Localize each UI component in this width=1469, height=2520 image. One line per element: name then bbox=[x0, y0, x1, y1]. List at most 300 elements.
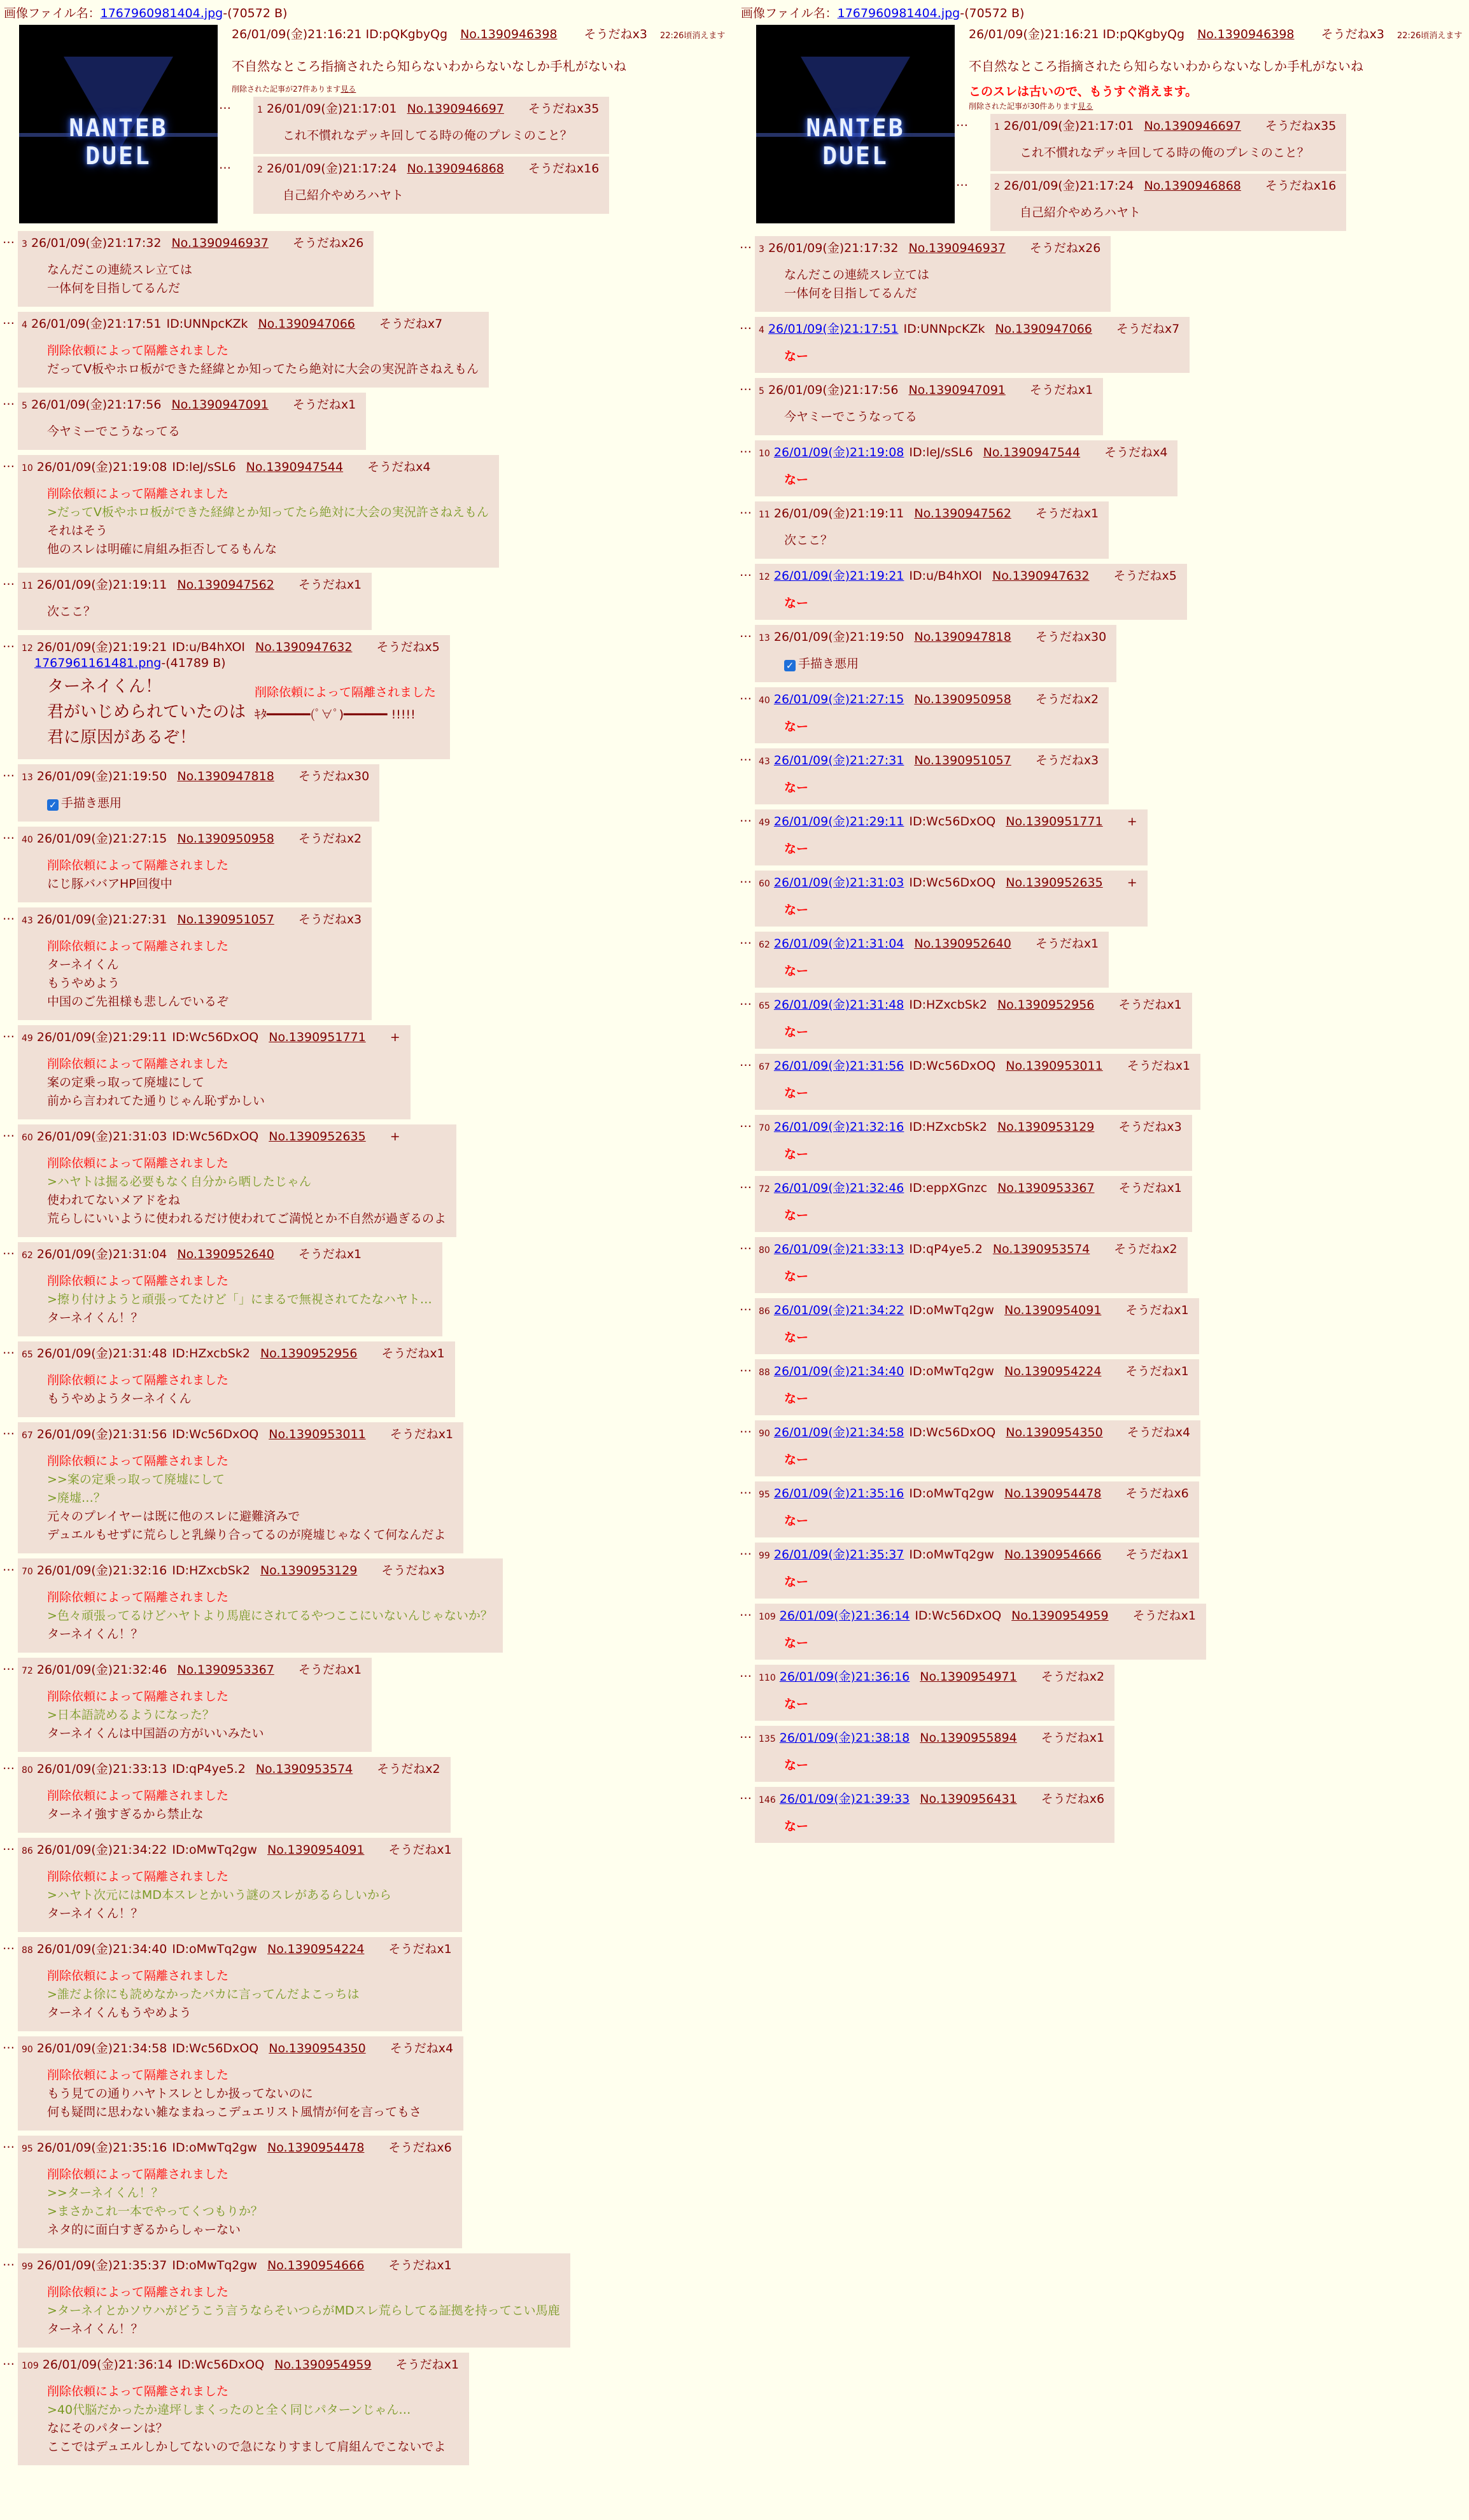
reply-number[interactable]: No.1390954478 bbox=[1004, 1487, 1102, 1501]
reply-number[interactable]: No.1390952635 bbox=[269, 1130, 366, 1144]
soudane-button[interactable]: そうだねx1 bbox=[388, 1942, 452, 1956]
soudane-button[interactable]: + bbox=[390, 1030, 400, 1044]
soudane-button[interactable]: そうだねx5 bbox=[1113, 569, 1177, 583]
reply-image-link[interactable]: 1767961161481.png bbox=[34, 656, 162, 670]
reply-menu-icon[interactable]: … bbox=[219, 158, 231, 172]
soudane-button[interactable]: そうだねx26 bbox=[1029, 241, 1101, 255]
soudane-button[interactable]: そうだねx1 bbox=[390, 1427, 454, 1441]
reply-number[interactable]: No.1390954666 bbox=[267, 2258, 365, 2272]
reply-menu-icon[interactable]: … bbox=[740, 1544, 752, 1558]
reply-number[interactable]: No.1390954224 bbox=[267, 1942, 365, 1956]
reply-number[interactable]: No.1390946697 bbox=[407, 102, 504, 116]
deleted-notice: 削除依頼によって隔離されました bbox=[47, 2068, 229, 2082]
soudane-button[interactable]: そうだねx4 bbox=[390, 2041, 454, 2055]
reply-menu-icon[interactable]: … bbox=[956, 115, 968, 129]
reply-number[interactable]: No.1390955894 bbox=[920, 1731, 1017, 1745]
reply-date[interactable]: 26/01/09(金)21:35:37 bbox=[773, 1548, 904, 1562]
reply-menu-icon[interactable]: … bbox=[3, 2255, 15, 2269]
reply-menu-icon[interactable]: … bbox=[3, 1343, 15, 1357]
quote-line: >だってV板やホロ板ができた経緯とか知ってたら絶対に大会の実況許さねえもん bbox=[47, 505, 489, 519]
reply-number[interactable]: No.1390954091 bbox=[267, 1843, 365, 1857]
reply-number[interactable]: No.1390953129 bbox=[260, 1564, 358, 1578]
reply-date: 26/01/09(金)21:19:11 bbox=[36, 578, 167, 592]
soudane-button[interactable]: そうだねx1 bbox=[1125, 1303, 1189, 1317]
soudane-button[interactable]: そうだねx1 bbox=[1041, 1731, 1105, 1745]
reply-date[interactable]: 26/01/09(金)21:29:11 bbox=[773, 815, 904, 829]
reply-menu-icon[interactable]: … bbox=[3, 1126, 15, 1140]
reply-header bbox=[759, 381, 1093, 398]
soudane-button[interactable]: そうだねx2 bbox=[298, 832, 362, 846]
reply-number[interactable]: No.1390953129 bbox=[997, 1120, 1095, 1134]
deleted-notice: 削除依頼によって隔離されました bbox=[47, 2167, 229, 2181]
op-soudane[interactable]: そうだねx3 bbox=[1321, 27, 1384, 41]
reply-number[interactable]: No.1390947632 bbox=[255, 640, 353, 654]
reply-menu-icon[interactable]: … bbox=[3, 766, 15, 780]
deleted-notice: 削除依頼によって隔離されました bbox=[47, 344, 229, 358]
reply-index: 99 bbox=[759, 1551, 770, 1561]
soudane-button[interactable]: そうだねx1 bbox=[388, 1843, 452, 1857]
soudane-button[interactable]: そうだねx1 bbox=[395, 2358, 459, 2372]
op-id: ID:pQKgbyQg bbox=[1102, 27, 1185, 41]
na-text: なー bbox=[784, 903, 809, 917]
reply-body bbox=[47, 1688, 362, 1743]
soudane-button[interactable]: そうだねx3 bbox=[381, 1564, 445, 1578]
deleted-notice: 削除依頼によって隔離されました bbox=[47, 858, 229, 872]
reply-post bbox=[18, 1124, 456, 1237]
reply-date: 26/01/09(金)21:31:48 bbox=[36, 1347, 167, 1361]
reply-date[interactable]: 26/01/09(金)21:32:16 bbox=[773, 1120, 904, 1134]
embedded-image-line: 君がいじめられていたのは bbox=[47, 703, 246, 722]
reply-menu-icon[interactable]: … bbox=[740, 1238, 752, 1252]
soudane-button[interactable]: そうだねx1 bbox=[292, 398, 356, 412]
soudane-button[interactable]: そうだねx1 bbox=[1029, 383, 1093, 397]
reply-body bbox=[47, 2383, 459, 2456]
soudane-button[interactable]: そうだねx1 bbox=[1035, 937, 1099, 951]
reply-body bbox=[47, 1868, 452, 1923]
reply-header bbox=[22, 1028, 400, 1045]
reply-date: 26/01/09(金)21:17:56 bbox=[768, 383, 899, 397]
reply-menu-icon[interactable]: … bbox=[740, 872, 752, 886]
reply-menu-icon[interactable]: … bbox=[740, 626, 752, 640]
reply-date: 26/01/09(金)21:17:32 bbox=[31, 236, 162, 250]
reply-index: 109 bbox=[759, 1612, 776, 1622]
soudane-button[interactable]: そうだねx7 bbox=[379, 317, 443, 331]
reply-row bbox=[737, 236, 1469, 312]
reply-menu-icon[interactable]: … bbox=[740, 1727, 752, 1741]
reply-date[interactable]: 26/01/09(金)21:36:14 bbox=[779, 1609, 910, 1623]
soudane-button[interactable]: そうだねx3 bbox=[298, 913, 362, 927]
reply-date[interactable]: 26/01/09(金)21:27:31 bbox=[773, 753, 904, 767]
reply-number[interactable]: No.1390953574 bbox=[255, 1762, 353, 1776]
reply-menu-icon[interactable]: … bbox=[740, 442, 752, 456]
reply-date: 26/01/09(金)21:17:24 bbox=[1003, 179, 1134, 193]
reply-header bbox=[759, 1423, 1190, 1440]
soudane-button[interactable]: そうだねx2 bbox=[377, 1762, 440, 1776]
soudane-button[interactable]: そうだねx2 bbox=[1041, 1670, 1105, 1684]
reply-number[interactable]: No.1390947562 bbox=[914, 507, 1011, 521]
soudane-button[interactable]: そうだねx4 bbox=[1127, 1425, 1191, 1439]
reply-number[interactable]: No.1390951057 bbox=[177, 913, 274, 927]
soudane-button[interactable]: そうだねx1 bbox=[298, 1247, 362, 1261]
file-info bbox=[4, 4, 732, 21]
reply-number[interactable]: No.1390946868 bbox=[1144, 179, 1241, 193]
soudane-button[interactable]: そうだねx30 bbox=[298, 769, 370, 783]
reply-id: ID:Wc56DxOQ bbox=[909, 876, 996, 890]
soudane-button[interactable]: そうだねx7 bbox=[1116, 322, 1180, 336]
reply-date: 26/01/09(金)21:19:50 bbox=[36, 769, 167, 783]
reply-menu-icon[interactable]: … bbox=[740, 503, 752, 517]
reply-number[interactable]: No.1390950958 bbox=[177, 832, 274, 846]
reply-number[interactable]: No.1390947544 bbox=[983, 445, 1081, 459]
reply-line: 自己紹介やめろハヤト bbox=[283, 188, 404, 202]
reply-number[interactable]: No.1390954350 bbox=[269, 2041, 366, 2055]
reply-header bbox=[759, 1056, 1190, 1074]
reply-id: ID:Wc56DxOQ bbox=[915, 1609, 1002, 1623]
reply-row bbox=[737, 625, 1469, 682]
reply-header bbox=[22, 1660, 362, 1677]
reply-index: 11 bbox=[22, 581, 33, 591]
file-link[interactable]: 1767960981404.jpg bbox=[837, 6, 960, 20]
soudane-button[interactable]: そうだねx1 bbox=[1125, 1548, 1189, 1562]
reply-number[interactable]: No.1390952640 bbox=[914, 937, 1011, 951]
reply-number[interactable]: No.1390953367 bbox=[997, 1181, 1095, 1195]
reply-header bbox=[759, 443, 1167, 460]
reply-menu-icon[interactable]: … bbox=[740, 689, 752, 703]
reply-number[interactable]: No.1390951771 bbox=[1006, 815, 1103, 829]
reply-line: 他のスレは明確に肩組み拒否してるもんな bbox=[47, 542, 278, 556]
reply-menu-icon[interactable]: … bbox=[740, 1483, 752, 1497]
reply-number[interactable]: No.1390952635 bbox=[1006, 876, 1103, 890]
na-text: なー bbox=[784, 720, 809, 734]
reply-id: ID:HZxcbSk2 bbox=[909, 998, 987, 1012]
op-soudane[interactable]: そうだねx3 bbox=[584, 27, 647, 41]
soudane-button[interactable]: そうだねx1 bbox=[1118, 998, 1182, 1012]
reply-number[interactable]: No.1390947818 bbox=[914, 630, 1011, 644]
deleted-notice: 削除依頼によって隔離されました bbox=[47, 1789, 229, 1803]
soudane-button[interactable]: そうだねx35 bbox=[528, 102, 600, 116]
soudane-button[interactable]: そうだねx3 bbox=[1118, 1120, 1182, 1134]
reply-date[interactable]: 26/01/09(金)21:39:33 bbox=[779, 1792, 910, 1806]
deleted-notice: 削除依頼によって隔離されました bbox=[47, 1156, 229, 1170]
soudane-button[interactable]: そうだねx1 bbox=[1035, 507, 1099, 521]
reply-number[interactable]: No.1390954971 bbox=[920, 1670, 1017, 1684]
reply-number[interactable]: No.1390953367 bbox=[177, 1663, 274, 1677]
reply-date[interactable]: 26/01/09(金)21:38:18 bbox=[779, 1731, 910, 1745]
soudane-button[interactable]: そうだねx3 bbox=[1035, 753, 1099, 767]
reply-post bbox=[755, 1604, 1206, 1660]
reply-menu-icon[interactable]: … bbox=[3, 394, 15, 408]
reply-menu-icon[interactable]: … bbox=[740, 750, 752, 764]
reply-number[interactable]: No.1390952640 bbox=[177, 1247, 274, 1261]
reply-list-right bbox=[737, 114, 1469, 1843]
reply-number[interactable]: No.1390951771 bbox=[269, 1030, 366, 1044]
reply-post bbox=[18, 455, 499, 568]
reply-post bbox=[755, 1787, 1114, 1843]
reply-line: なんだこの連続スレ立ては bbox=[47, 263, 193, 277]
op-number[interactable]: No.1390946398 bbox=[460, 27, 558, 41]
reply-number[interactable]: No.1390953011 bbox=[1006, 1059, 1103, 1073]
reply-post bbox=[18, 1242, 442, 1336]
soudane-button[interactable]: + bbox=[390, 1130, 400, 1144]
soudane-button[interactable]: そうだねx2 bbox=[1035, 692, 1099, 706]
reply-menu-icon[interactable]: … bbox=[3, 1758, 15, 1772]
reply-date: 26/01/09(金)21:31:56 bbox=[36, 1427, 167, 1441]
reply-body bbox=[47, 1272, 432, 1327]
reply-index: 3 bbox=[759, 244, 764, 255]
reply-date[interactable]: 26/01/09(金)21:17:51 bbox=[768, 322, 899, 336]
reply-menu-icon[interactable]: … bbox=[740, 1361, 752, 1375]
reply-row bbox=[0, 764, 732, 822]
reply-number[interactable]: No.1390946697 bbox=[1144, 119, 1241, 133]
reply-line: 次ここ？ bbox=[784, 533, 833, 547]
reply-number[interactable]: No.1390954666 bbox=[1004, 1548, 1102, 1562]
soudane-button[interactable]: そうだねx2 bbox=[1114, 1242, 1177, 1256]
soudane-button[interactable]: + bbox=[1127, 876, 1137, 890]
soudane-button[interactable]: そうだねx16 bbox=[1265, 179, 1337, 193]
soudane-button[interactable]: そうだねx6 bbox=[388, 2141, 452, 2155]
soudane-button[interactable]: そうだねx1 bbox=[298, 1663, 362, 1677]
reply-menu-icon[interactable]: … bbox=[740, 237, 752, 251]
old-thread-warning: このスレは古いので、もうすぐ消えます。 bbox=[969, 85, 1198, 99]
reply-menu-icon[interactable]: … bbox=[740, 811, 752, 825]
soudane-button[interactable]: そうだねx1 bbox=[1127, 1059, 1191, 1073]
soudane-button[interactable]: そうだねx16 bbox=[528, 162, 600, 176]
reply-line: ターネイくん！？ bbox=[47, 1907, 143, 1921]
op-text: 不自然なところ指摘されたら知らないわからないなしか手札がないね bbox=[969, 59, 1363, 74]
reply-menu-icon[interactable]: … bbox=[3, 313, 15, 327]
soudane-button[interactable]: そうだねx35 bbox=[1265, 119, 1337, 133]
soudane-button[interactable]: そうだねx1 bbox=[298, 578, 362, 592]
soudane-button[interactable]: そうだねx4 bbox=[367, 460, 431, 474]
reply-number[interactable]: No.1390952956 bbox=[260, 1347, 358, 1361]
reply-index: 72 bbox=[22, 1666, 33, 1676]
reply-header bbox=[759, 1667, 1104, 1684]
reply-menu-icon[interactable]: … bbox=[3, 636, 15, 650]
na-text: なー bbox=[784, 1208, 809, 1222]
reply-date[interactable]: 26/01/09(金)21:27:15 bbox=[773, 692, 904, 706]
reply-menu-icon[interactable]: … bbox=[3, 909, 15, 923]
reply-menu-icon[interactable]: … bbox=[740, 1299, 752, 1313]
soudane-button[interactable]: そうだねx1 bbox=[1118, 1181, 1182, 1195]
reply-row bbox=[0, 1838, 732, 1932]
reply-line: もうやめようターネイくん bbox=[47, 1392, 192, 1406]
reply-date[interactable]: 26/01/09(金)21:19:08 bbox=[773, 445, 904, 459]
reply-index: 12 bbox=[759, 572, 770, 582]
reply-date[interactable]: 26/01/09(金)21:19:21 bbox=[773, 569, 904, 583]
reply-number[interactable]: No.1390951057 bbox=[914, 753, 1011, 767]
reply-date[interactable]: 26/01/09(金)21:36:16 bbox=[779, 1670, 910, 1684]
reply-date[interactable]: 26/01/09(金)21:32:46 bbox=[773, 1181, 904, 1195]
reply-date[interactable]: 26/01/09(金)21:34:22 bbox=[773, 1303, 904, 1317]
reply-menu-icon[interactable]: … bbox=[3, 1560, 15, 1574]
reply-menu-icon[interactable]: … bbox=[3, 2354, 15, 2368]
reply-body bbox=[47, 1588, 493, 1644]
reply-number[interactable]: No.1390956431 bbox=[920, 1792, 1017, 1806]
reply-menu-icon[interactable]: … bbox=[740, 318, 752, 332]
na-text: なー bbox=[784, 1453, 809, 1467]
soudane-button[interactable]: そうだねx1 bbox=[381, 1347, 445, 1361]
na-text: なー bbox=[784, 473, 809, 487]
deleted-notice: 削除依頼によって隔離されました bbox=[47, 2384, 229, 2398]
quote-line: >40代脳だかったか違坪しまくったのと全く同じパターンじゃん… bbox=[47, 2403, 411, 2417]
reply-number[interactable]: No.1390954959 bbox=[1011, 1609, 1109, 1623]
reply-image-embed[interactable] bbox=[47, 674, 440, 750]
reply-menu-icon[interactable]: … bbox=[740, 1605, 752, 1619]
reply-post bbox=[18, 2253, 570, 2348]
quote-line: >日本語読めるようになった？ bbox=[47, 1708, 214, 1722]
reply-number[interactable]: No.1390947544 bbox=[246, 460, 344, 474]
reply-header bbox=[22, 767, 369, 784]
reply-number[interactable]: No.1390946868 bbox=[407, 162, 504, 176]
reply-body bbox=[784, 655, 1106, 673]
soudane-button[interactable]: そうだねx5 bbox=[376, 640, 440, 654]
soudane-button[interactable]: そうだねx1 bbox=[1132, 1609, 1196, 1623]
reply-menu-icon[interactable]: … bbox=[3, 1938, 15, 1952]
reply-menu-icon[interactable]: … bbox=[740, 933, 752, 947]
reply-date: 26/01/09(金)21:32:16 bbox=[36, 1564, 167, 1578]
reply-number[interactable]: No.1390953574 bbox=[992, 1242, 1090, 1256]
reply-line: デュエルもせずに荒らしと乳繰り合ってるのが廃墟じゃなくて何なんだよ bbox=[47, 1528, 446, 1542]
reply-date[interactable]: 26/01/09(金)21:34:40 bbox=[773, 1364, 904, 1378]
reply-number[interactable]: No.1390952956 bbox=[997, 998, 1095, 1012]
reply-number[interactable]: No.1390946937 bbox=[908, 241, 1006, 255]
reply-line: なんだこの連続スレ立ては bbox=[784, 268, 930, 282]
reply-number[interactable]: No.1390947066 bbox=[995, 322, 1092, 336]
reply-date[interactable]: 26/01/09(金)21:31:04 bbox=[773, 937, 904, 951]
reply-number[interactable]: No.1390947091 bbox=[908, 383, 1006, 397]
reply-menu-icon[interactable]: … bbox=[3, 1243, 15, 1257]
reply-row bbox=[737, 809, 1469, 865]
soudane-button[interactable]: そうだねx6 bbox=[1125, 1487, 1189, 1501]
op-date: 26/01/09(金)21:16:21 bbox=[232, 27, 362, 41]
reply-header bbox=[22, 2039, 453, 2056]
reply-menu-icon[interactable]: … bbox=[740, 1055, 752, 1069]
reply-number[interactable]: No.1390954478 bbox=[267, 2141, 365, 2155]
reply-post bbox=[253, 97, 609, 154]
deleted-link[interactable]: 見る bbox=[1078, 102, 1093, 111]
soudane-button[interactable]: そうだねx30 bbox=[1035, 630, 1107, 644]
reply-index: 86 bbox=[22, 1846, 33, 1856]
reply-number[interactable]: No.1390947562 bbox=[177, 578, 274, 592]
reply-index: 1 bbox=[994, 122, 1000, 132]
reply-post bbox=[18, 312, 489, 388]
reply-header bbox=[22, 910, 362, 927]
reply-header bbox=[22, 314, 479, 332]
reply-menu-icon[interactable]: … bbox=[740, 1788, 752, 1802]
reply-menu-icon[interactable]: … bbox=[740, 994, 752, 1008]
reply-menu-icon[interactable]: … bbox=[3, 2038, 15, 2052]
reply-post bbox=[18, 231, 374, 307]
reply-index: 43 bbox=[22, 916, 33, 926]
reply-row bbox=[0, 2353, 732, 2465]
reply-menu-icon[interactable]: … bbox=[3, 574, 15, 588]
reply-number[interactable]: No.1390946937 bbox=[171, 236, 269, 250]
reply-index: 146 bbox=[759, 1795, 776, 1805]
soudane-button[interactable]: + bbox=[1127, 815, 1137, 829]
deleted-link[interactable]: 見る bbox=[341, 85, 356, 94]
reply-date: 26/01/09(金)21:19:21 bbox=[36, 640, 167, 654]
file-link[interactable]: 1767960981404.jpg bbox=[100, 6, 223, 20]
reply-number[interactable]: No.1390947632 bbox=[992, 569, 1090, 583]
reply-menu-icon[interactable]: … bbox=[3, 1424, 15, 1438]
deleted-notice: 削除依頼によって隔離されました bbox=[47, 1057, 229, 1071]
reply-header bbox=[759, 751, 1099, 768]
reply-body bbox=[47, 1787, 440, 1824]
reply-row bbox=[0, 1341, 732, 1417]
reply-number[interactable]: No.1390947818 bbox=[177, 769, 274, 783]
op-thumbnail[interactable] bbox=[19, 25, 218, 223]
soudane-button[interactable]: そうだねx1 bbox=[388, 2258, 452, 2272]
reply-date[interactable]: 26/01/09(金)21:35:16 bbox=[773, 1487, 904, 1501]
reply-date[interactable]: 26/01/09(金)21:31:56 bbox=[773, 1059, 904, 1073]
reply-menu-icon[interactable]: … bbox=[219, 98, 231, 112]
reply-menu-icon[interactable]: … bbox=[3, 2137, 15, 2151]
soudane-button[interactable]: そうだねx1 bbox=[1125, 1364, 1189, 1378]
reply-menu-icon[interactable]: … bbox=[956, 175, 968, 189]
reply-menu-icon[interactable]: … bbox=[740, 1422, 752, 1436]
soudane-button[interactable]: そうだねx4 bbox=[1104, 445, 1168, 459]
reply-row bbox=[956, 174, 1469, 231]
reply-menu-icon[interactable]: … bbox=[3, 456, 15, 470]
reply-date[interactable]: 26/01/09(金)21:31:03 bbox=[773, 876, 904, 890]
op-text: 不自然なところ指摘されたら知らないわからないなしか手札がないね bbox=[232, 59, 626, 74]
reply-id: ID:HZxcbSk2 bbox=[909, 1120, 987, 1134]
deleted-note-text: 削除された記事が27件あります bbox=[232, 85, 341, 94]
reply-post bbox=[18, 1658, 372, 1752]
reply-id: ID:UNNpcKZk bbox=[903, 322, 985, 336]
reply-number[interactable]: No.1390953011 bbox=[269, 1427, 366, 1441]
reply-date[interactable]: 26/01/09(金)21:33:13 bbox=[773, 1242, 904, 1256]
reply-row bbox=[737, 1665, 1469, 1721]
reply-number[interactable]: No.1390947091 bbox=[171, 398, 269, 412]
reply-menu-icon[interactable]: … bbox=[3, 1026, 15, 1040]
op-thumbnail[interactable] bbox=[756, 25, 955, 223]
reply-body bbox=[283, 127, 599, 145]
reply-body bbox=[47, 1371, 445, 1408]
reply-date[interactable]: 26/01/09(金)21:34:58 bbox=[773, 1425, 904, 1439]
reply-menu-icon[interactable]: … bbox=[3, 232, 15, 246]
na-text: なー bbox=[784, 1636, 809, 1650]
reply-menu-icon[interactable]: … bbox=[740, 1666, 752, 1680]
reply-menu-icon[interactable]: … bbox=[740, 1177, 752, 1191]
reply-number[interactable]: No.1390950958 bbox=[914, 692, 1011, 706]
reply-header bbox=[22, 575, 362, 592]
reply-menu-icon[interactable]: … bbox=[740, 565, 752, 579]
reply-menu-icon[interactable]: … bbox=[3, 828, 15, 842]
reply-menu-icon[interactable]: … bbox=[3, 1659, 15, 1673]
reply-number[interactable]: No.1390947066 bbox=[258, 317, 355, 331]
soudane-button[interactable]: そうだねx26 bbox=[292, 236, 364, 250]
reply-number[interactable]: No.1390954091 bbox=[1004, 1303, 1102, 1317]
reply-post bbox=[755, 1237, 1188, 1293]
reply-menu-icon[interactable]: … bbox=[740, 1116, 752, 1130]
reply-number[interactable]: No.1390954959 bbox=[274, 2358, 372, 2372]
reply-number[interactable]: No.1390954224 bbox=[1004, 1364, 1102, 1378]
quote-line: >まさかこれ一本でやってくつもりか？ bbox=[47, 2204, 263, 2218]
na-text: なー bbox=[784, 1025, 809, 1039]
reply-date[interactable]: 26/01/09(金)21:31:48 bbox=[773, 998, 904, 1012]
reply-number[interactable]: No.1390954350 bbox=[1006, 1425, 1103, 1439]
soudane-button[interactable]: そうだねx6 bbox=[1041, 1792, 1105, 1806]
reply-menu-icon[interactable]: … bbox=[3, 1839, 15, 1853]
op-expire: 22:26頃消えます bbox=[1396, 31, 1463, 41]
reply-post bbox=[755, 1726, 1114, 1782]
reply-image-info bbox=[34, 656, 440, 670]
reply-post bbox=[755, 1115, 1192, 1171]
reply-body bbox=[1020, 144, 1336, 162]
op-number[interactable]: No.1390946398 bbox=[1197, 27, 1295, 41]
reply-menu-icon[interactable]: … bbox=[740, 379, 752, 393]
